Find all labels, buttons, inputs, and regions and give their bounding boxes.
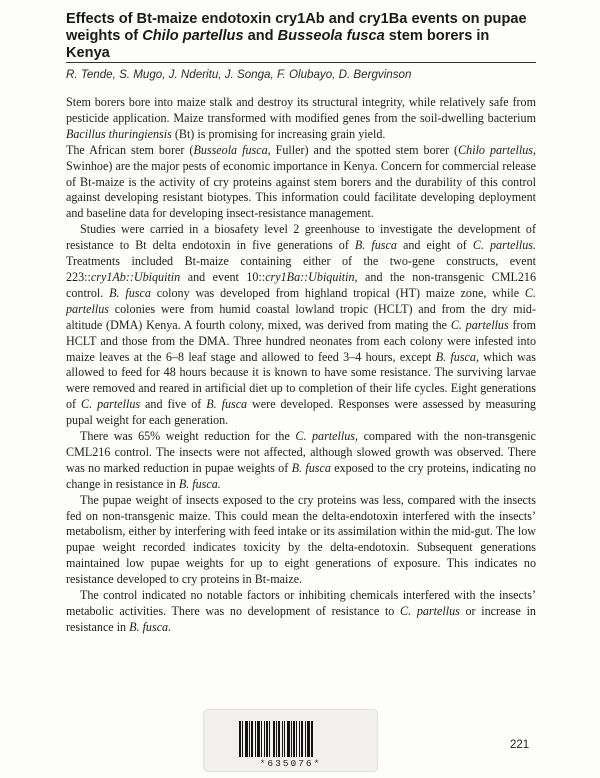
paragraph-discussion: The pupae weight of insects exposed to the cry proteins was less, compared with the insects fed on non-transgenic maize. This could mean the delta-endotoxin interfered with the insects’ metabolism, either by interfering with feed intake or its assimilation within the mid-gut. The low pupae weight recorded indicates toxicity by the delta-endotoxin. Subsequent generations maintained low pupae weights for up to eight generations of exposure. This indicates no resistance developed to cry proteins in Bt-maize. (66, 492, 536, 587)
species-name: C. partellus (400, 604, 460, 618)
species-name: C. partellus. (472, 238, 537, 253)
text: The African stem borer ( (66, 142, 194, 157)
text: Swinhoe) are the major pests of economic importance in Kenya. Concern for commercial release of Bt-maize is the activity of cry proteins against stem borers and the durability of this control against developing resistant biotypes. This information could facilitate developing deployment and baseline data for developing insect-resistance management. (66, 158, 536, 221)
text: from HCLT and those from the DMA. Three hundred neonates from each colony were infested into maize leaves at the 6–8 leaf stage and allowed to feed 3–4 hours, except (66, 317, 536, 364)
text: exposed to the cry proteins, indicating no change in resistance in (66, 460, 536, 491)
text: which was allowed to feed for 48 hours because it is known to have some resistance. The surviving larvae were removed and reared in artificial diet up to completion of their life cycles. Eight generations of (66, 349, 536, 412)
title-species-chilo: Chilo partellus (142, 28, 244, 45)
barcode-number: *635076* (259, 758, 322, 769)
species-name: B. fusca. (129, 619, 172, 634)
species-name: C. partellus (81, 397, 141, 412)
text: and event 10:: (180, 269, 266, 284)
text: colonies were from humid coastal lowland tropic (HCLT) and from the dry mid-altitude (DMA) Kenya. A fourth colony, mixed, was derived from mating the (66, 301, 536, 332)
text: and eight of (396, 238, 473, 253)
text: were developed. Responses were assessed by measuring pupal weight for each generation. (66, 397, 536, 428)
text: Treatments included Bt-maize containing either of the two-gene constructs, event 223:: (66, 254, 536, 284)
species-name: B. fusca. (178, 476, 221, 491)
title-divider (66, 62, 536, 63)
title-species-busseola: Busseola fusca (277, 28, 385, 45)
gene-construct: cry1Ab::Ubiquitin (90, 269, 181, 284)
author-list: R. Tende, S. Mugo, J. Nderitu, J. Songa, F. Olubayo, D. Bergvinson (66, 68, 412, 81)
barcode-stripe (313, 721, 314, 757)
species-name: Busseola fusca, (193, 142, 271, 157)
text: Fuller) and the spotted stem borer ( (270, 142, 459, 157)
text: (Bt) is promising for increasing grain yield. (171, 126, 386, 141)
species-name: B. fusca (291, 460, 331, 475)
text: The control indicated no notable factors or inhibiting chemicals interfered with the insects’ metabolic activities. There was no development of resistance to (66, 588, 536, 618)
text: and the non-transgenic CML216 control. (66, 269, 536, 300)
species-name: B. fusca (206, 397, 248, 412)
paragraph-intro (66, 95, 536, 143)
text: There was 65% weight reduction for the (80, 429, 296, 444)
species-name: Chilo partellus, (458, 142, 536, 157)
barcode-icon (239, 721, 337, 757)
barcode-sticker (203, 709, 378, 772)
paragraph-results (66, 429, 536, 493)
text: or increase in resistance in (66, 604, 536, 634)
species-name: B. fusca, (435, 349, 479, 364)
title-line-1: Effects of Bt-maize endotoxin cry1Ab and cry1Ba events on pupae (66, 11, 527, 27)
title-text: and (243, 28, 278, 45)
title-text: stem borers in (384, 28, 490, 45)
species-name: C. partellus (450, 317, 509, 332)
species-name: C. partellus (66, 285, 536, 316)
text: colony was developed from highland tropical (HT) maize zone, while (150, 285, 525, 300)
species-name: C. partellus, (295, 429, 359, 444)
gene-construct: cry1Ba::Ubiquitin, (265, 269, 358, 284)
article-title (66, 11, 536, 63)
text: and five of (140, 397, 207, 412)
paragraph-methods (66, 222, 536, 429)
species-name: B. fusca (109, 285, 151, 300)
text: compared with the non-transgenic CML216 control. The insects were not affected, although slowed growth was observed. There was no marked reduction in pupae weights of (66, 429, 536, 475)
species-name: B. fusca (354, 238, 397, 253)
title-text: weights of (66, 28, 143, 45)
title-line-3: Kenya (66, 45, 110, 62)
paragraph-conclusion (66, 588, 536, 636)
page-number: 221 (510, 739, 530, 751)
species-name: Bacillus thuringiensis (66, 126, 172, 141)
text: Stem borers bore into maize stalk and destroy its structural integrity, while relatively safe from pesticide application. Maize transformed with modified genes from the soil-dwelling bacterium (66, 95, 536, 125)
paragraph-pests (66, 143, 536, 223)
article-body (66, 95, 536, 636)
text: Studies were carried in a biosafety level 2 greenhouse to investigate the development of resistance to Bt delta endotoxin in five generations of (66, 222, 536, 253)
